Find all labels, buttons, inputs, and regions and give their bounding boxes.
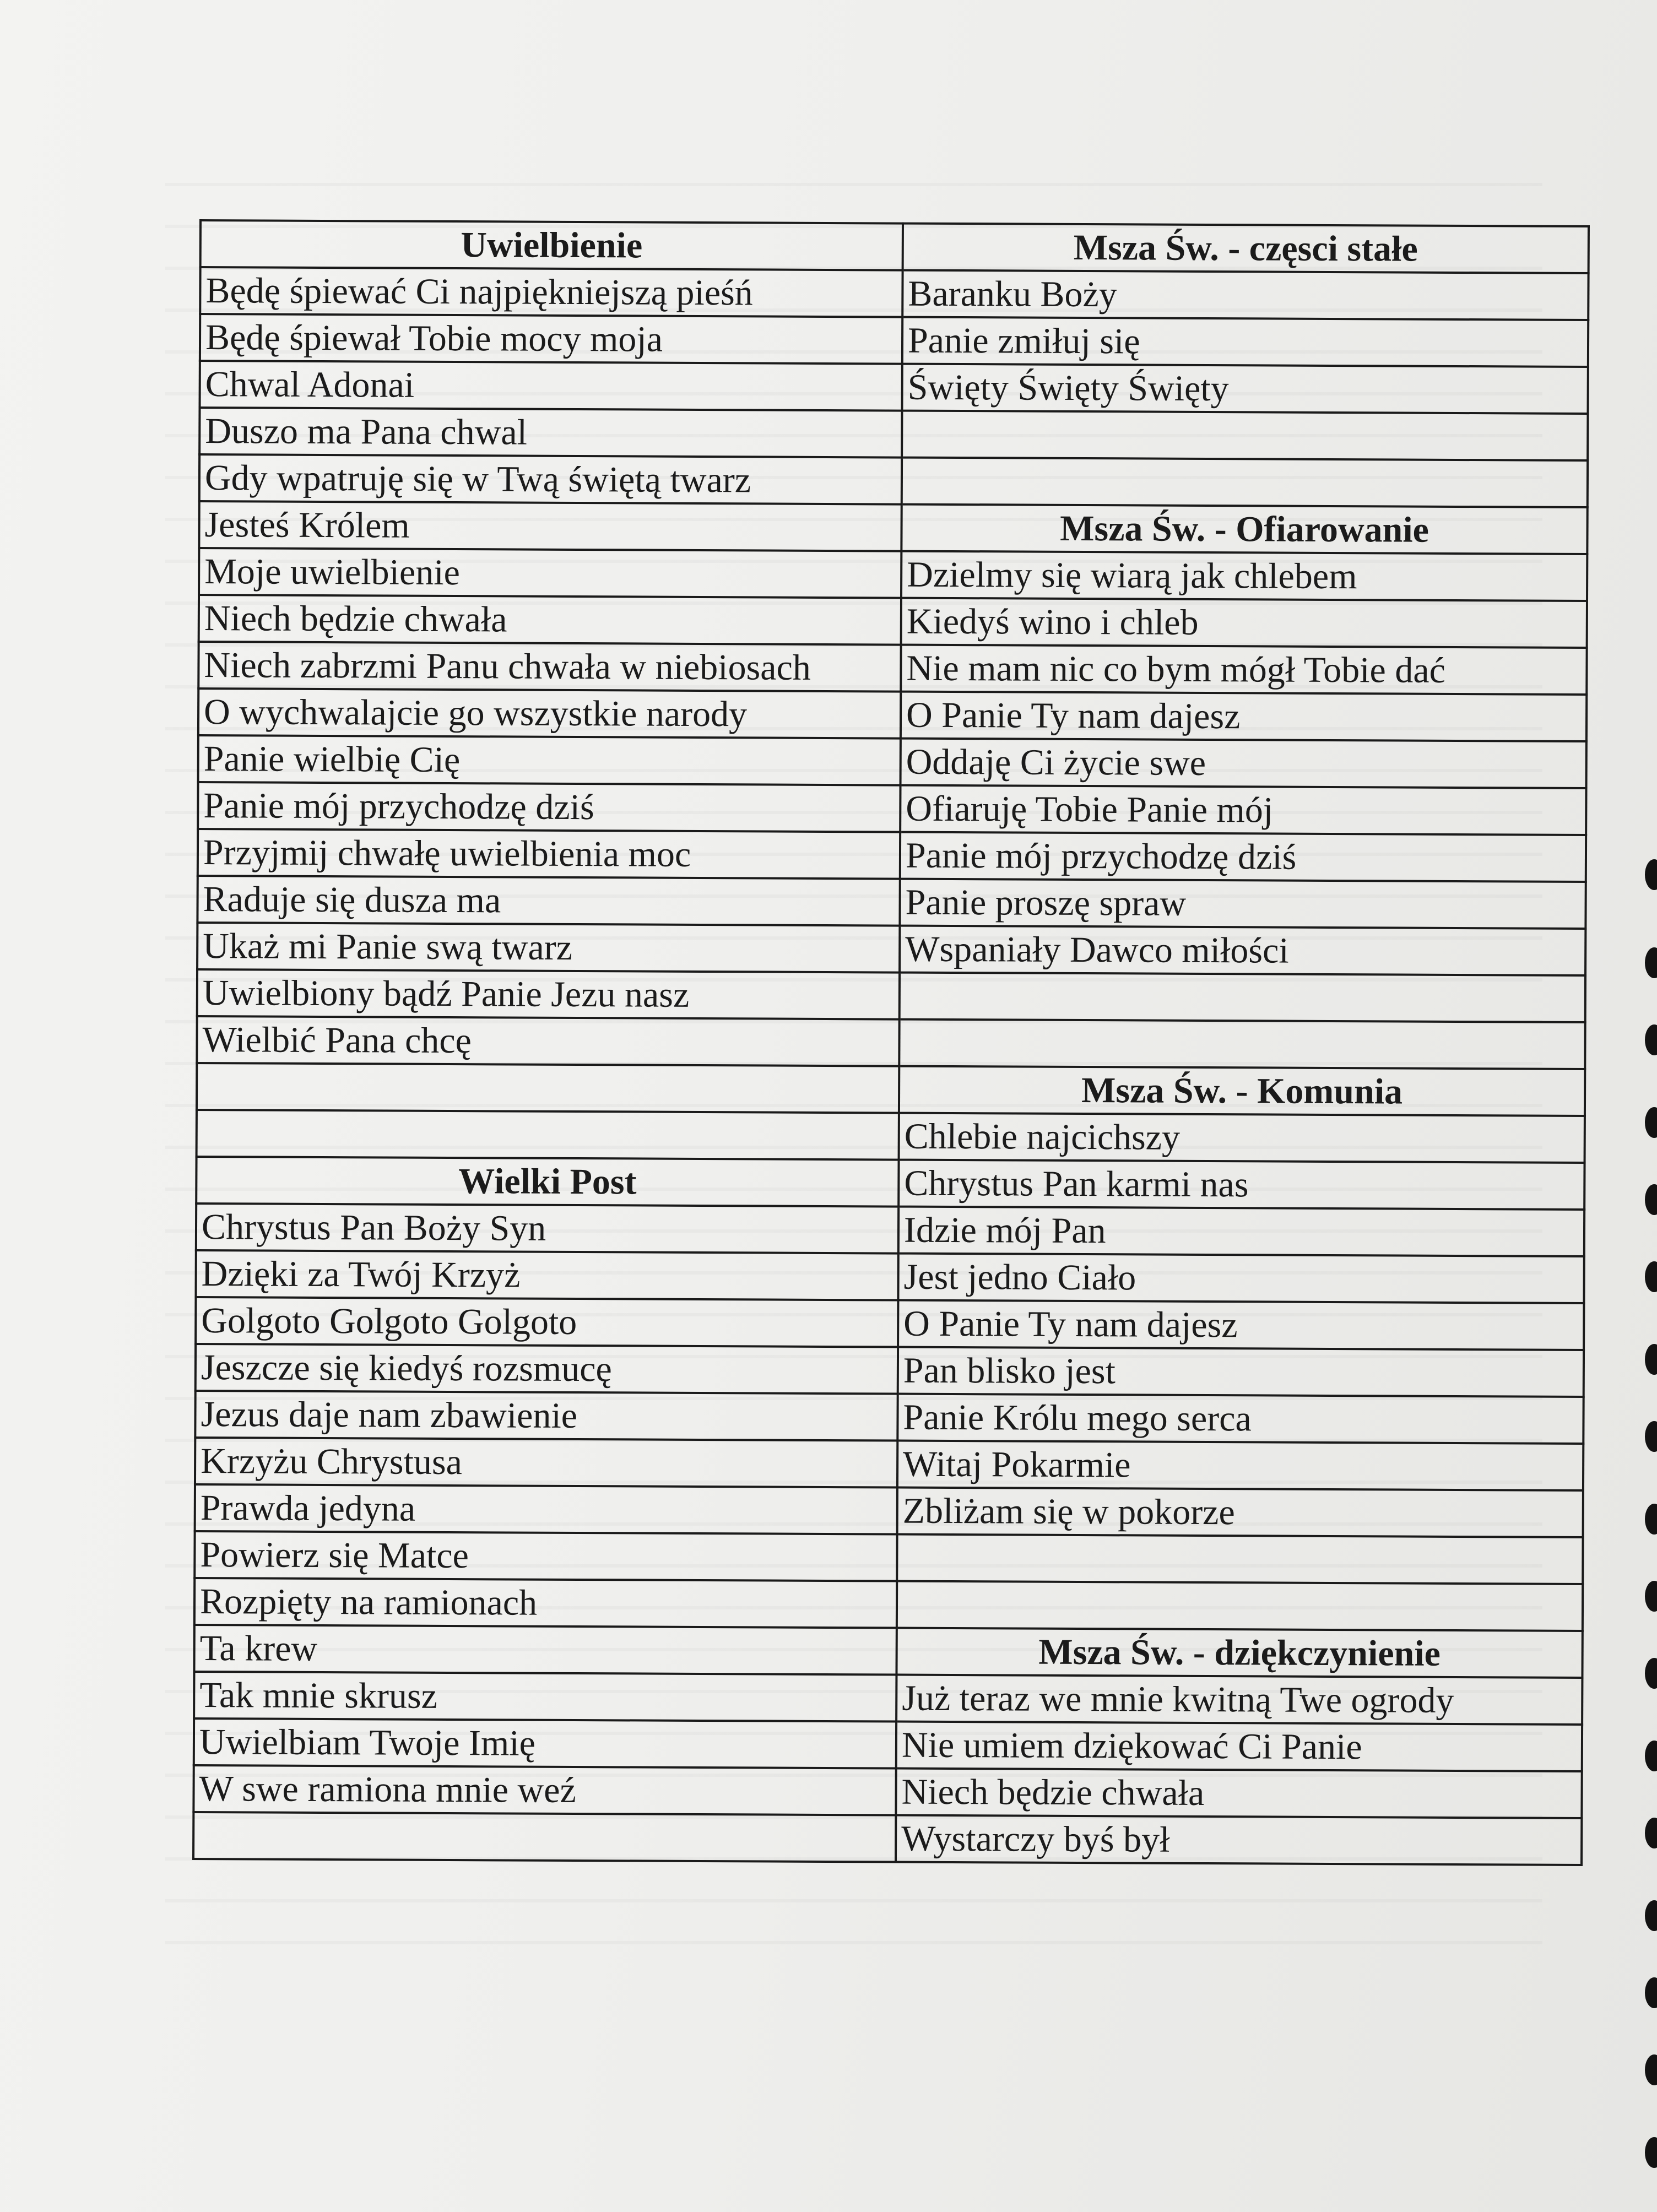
song-title-cell: Panie mój przychodzę dziś bbox=[198, 782, 900, 832]
song-title-cell: Kiedyś wino i chleb bbox=[901, 598, 1587, 648]
table-row bbox=[194, 1625, 1582, 1678]
table-row bbox=[200, 361, 1588, 414]
song-title-cell: Chwal Adonai bbox=[200, 361, 902, 411]
song-title-cell bbox=[897, 1535, 1583, 1584]
table-row bbox=[195, 1438, 1583, 1490]
song-title-cell: Wystarczy byś był bbox=[896, 1815, 1582, 1865]
song-title-cell: Nie mam nic co bym mógł Tobie dać bbox=[901, 645, 1586, 695]
binding-hole bbox=[1645, 1658, 1657, 1689]
binding-hole bbox=[1645, 1184, 1657, 1215]
binding-hole bbox=[1645, 859, 1657, 890]
section-heading: Msza Św. - dziękczynienie bbox=[896, 1628, 1582, 1678]
binding-hole bbox=[1645, 1741, 1657, 1771]
song-title-cell: Niech będzie chwała bbox=[896, 1769, 1582, 1818]
song-title-cell bbox=[902, 458, 1588, 507]
table-row bbox=[199, 454, 1588, 507]
binding-hole bbox=[1645, 1107, 1657, 1138]
table-row bbox=[199, 501, 1587, 554]
song-title-cell: Ofiaruję Tobie Panie mój bbox=[900, 785, 1586, 835]
song-title-cell: Dzięki za Twój Krzyż bbox=[196, 1250, 898, 1300]
table-row bbox=[198, 642, 1586, 695]
song-title-cell: Witaj Pokarmie bbox=[897, 1441, 1583, 1490]
binding-hole bbox=[1645, 1261, 1657, 1292]
song-title-cell: Jesteś Królem bbox=[199, 501, 901, 551]
binding-hole bbox=[1645, 2137, 1657, 2168]
song-title-cell: Raduje się dusza ma bbox=[197, 876, 900, 926]
song-title-cell: Będę śpiewać Ci najpiękniejszą pieśń bbox=[200, 267, 902, 317]
song-title-cell bbox=[197, 1110, 899, 1160]
table-row bbox=[194, 1672, 1582, 1725]
song-title-cell: Jezus daje nam zbawienie bbox=[195, 1391, 897, 1441]
section-heading: Wielki Post bbox=[196, 1157, 898, 1207]
song-title-cell: Nie umiem dziękować Ci Panie bbox=[896, 1722, 1582, 1771]
table-row bbox=[197, 923, 1585, 975]
table-row bbox=[199, 548, 1587, 601]
binding-hole bbox=[1645, 2054, 1657, 2085]
table-row bbox=[200, 314, 1588, 367]
section-heading: Msza Św. - częsci stałe bbox=[903, 224, 1589, 273]
table-row bbox=[201, 220, 1589, 273]
song-title-cell bbox=[197, 1063, 899, 1113]
song-title-cell: Panie wielbię Cię bbox=[198, 735, 901, 785]
table-row bbox=[194, 1531, 1583, 1584]
song-title-cell: Jeszcze się kiedyś rozsmucę bbox=[196, 1344, 898, 1394]
song-list-table bbox=[192, 219, 1590, 1866]
song-title-cell: Gdy wpatruję się w Twą świętą twarz bbox=[199, 454, 902, 505]
song-title-cell: Przyjmij chwałę uwielbienia moc bbox=[198, 829, 900, 879]
table-row bbox=[200, 267, 1588, 320]
song-title-cell: Będę śpiewał Tobie mocy moja bbox=[200, 314, 902, 364]
table-row bbox=[195, 1484, 1583, 1537]
song-title-cell: Chrystus Pan karmi nas bbox=[898, 1160, 1584, 1210]
binding-hole bbox=[1645, 1344, 1657, 1375]
song-title-cell: W swe ramiona mnie weź bbox=[193, 1765, 896, 1815]
song-title-cell: Tak mnie skrusz bbox=[194, 1672, 896, 1722]
table-row bbox=[198, 782, 1586, 835]
binding-hole bbox=[1645, 1024, 1657, 1055]
song-title-cell: Pan blisko jest bbox=[898, 1347, 1584, 1397]
song-title-cell: Niech zabrzmi Panu chwała w niebiosach bbox=[198, 642, 901, 692]
table-row bbox=[199, 595, 1587, 648]
song-title-cell: Golgoto Golgoto Golgoto bbox=[196, 1297, 898, 1347]
binding-hole bbox=[1645, 1818, 1657, 1848]
table-row bbox=[195, 1391, 1583, 1444]
song-title-cell bbox=[902, 411, 1588, 460]
song-title-cell bbox=[900, 973, 1585, 1022]
table-row bbox=[198, 688, 1586, 741]
table-row bbox=[193, 1765, 1582, 1818]
binding-holes bbox=[1640, 859, 1657, 2212]
song-title-cell: Uwielbiony bądź Panie Jezu nasz bbox=[197, 969, 900, 1020]
binding-hole bbox=[1645, 1977, 1657, 2008]
binding-hole bbox=[1645, 1504, 1657, 1535]
section-heading: Msza Św. - Ofiarowanie bbox=[901, 505, 1587, 554]
song-title-cell: Powierz się Matce bbox=[194, 1531, 897, 1581]
song-title-cell: Chrystus Pan Boży Syn bbox=[196, 1203, 898, 1254]
song-title-cell: Wspaniały Dawco miłości bbox=[900, 926, 1585, 975]
table-row bbox=[197, 876, 1585, 929]
table-row bbox=[196, 1203, 1584, 1256]
song-title-cell: Dzielmy się wiarą jak chlebem bbox=[901, 551, 1587, 601]
table-row bbox=[196, 1157, 1584, 1210]
table-row bbox=[197, 969, 1585, 1022]
song-title-cell: Jest jedno Ciało bbox=[898, 1254, 1584, 1303]
table-row bbox=[196, 1297, 1584, 1350]
song-title-cell: Ta krew bbox=[194, 1625, 896, 1675]
table-row bbox=[198, 829, 1586, 882]
song-title-cell: Rozpięty na ramionach bbox=[194, 1578, 897, 1628]
table-row bbox=[196, 1250, 1584, 1303]
table-row bbox=[193, 1812, 1582, 1865]
song-title-cell: Krzyżu Chrystusa bbox=[195, 1438, 897, 1488]
song-title-cell: Baranku Boży bbox=[902, 270, 1588, 320]
song-title-cell: O Panie Ty nam dajesz bbox=[898, 1300, 1584, 1350]
song-title-cell: Panie mój przychodzę dziś bbox=[900, 832, 1586, 882]
song-title-cell: Oddaję Ci życie swe bbox=[901, 739, 1586, 788]
song-title-cell: O Panie Ty nam dajesz bbox=[901, 692, 1586, 741]
table-row bbox=[197, 1016, 1585, 1069]
song-title-cell: Wielbić Pana chcę bbox=[197, 1016, 899, 1066]
binding-hole bbox=[1645, 1581, 1657, 1612]
binding-hole bbox=[1645, 1900, 1657, 1931]
binding-hole bbox=[1645, 1421, 1657, 1452]
song-title-cell bbox=[899, 1020, 1585, 1069]
song-title-cell: Panie Królu mego serca bbox=[897, 1394, 1583, 1444]
song-title-cell: Chlebie najcichszy bbox=[899, 1113, 1585, 1163]
song-title-cell: Panie zmiłuj się bbox=[902, 317, 1588, 367]
song-title-cell: Święty Święty Święty bbox=[902, 364, 1588, 414]
song-title-cell: Niech będzie chwała bbox=[199, 595, 901, 645]
song-title-cell: Uwielbiam Twoje Imię bbox=[194, 1718, 896, 1769]
table-row bbox=[199, 408, 1588, 460]
song-title-cell: Ukaż mi Panie swą twarz bbox=[197, 923, 900, 973]
table-row bbox=[197, 1110, 1585, 1163]
song-title-cell: Już teraz we mnie kwitną Twe ogrody bbox=[896, 1675, 1582, 1725]
table-row bbox=[197, 1063, 1585, 1116]
song-list-body bbox=[193, 220, 1589, 1865]
song-title-cell: O wychwalajcie go wszystkie narody bbox=[198, 688, 901, 739]
song-title-cell: Panie proszę spraw bbox=[900, 879, 1585, 929]
table-row bbox=[194, 1578, 1583, 1631]
song-title-cell bbox=[193, 1812, 896, 1862]
song-list-table-wrapper bbox=[192, 219, 1566, 1866]
table-row bbox=[198, 735, 1586, 788]
song-title-cell bbox=[897, 1581, 1583, 1631]
song-title-cell: Duszo ma Pana chwal bbox=[199, 408, 902, 458]
table-row bbox=[194, 1718, 1582, 1771]
song-title-cell: Moje uwielbienie bbox=[199, 548, 901, 598]
song-title-cell: Prawda jedyna bbox=[195, 1484, 897, 1535]
song-title-cell: Idzie mój Pan bbox=[898, 1207, 1584, 1256]
song-title-cell: Zbliżam się w pokorze bbox=[897, 1488, 1583, 1537]
section-heading: Uwielbienie bbox=[201, 220, 903, 270]
binding-hole bbox=[1645, 947, 1657, 978]
section-heading: Msza Św. - Komunia bbox=[899, 1066, 1585, 1116]
table-row bbox=[196, 1344, 1584, 1397]
